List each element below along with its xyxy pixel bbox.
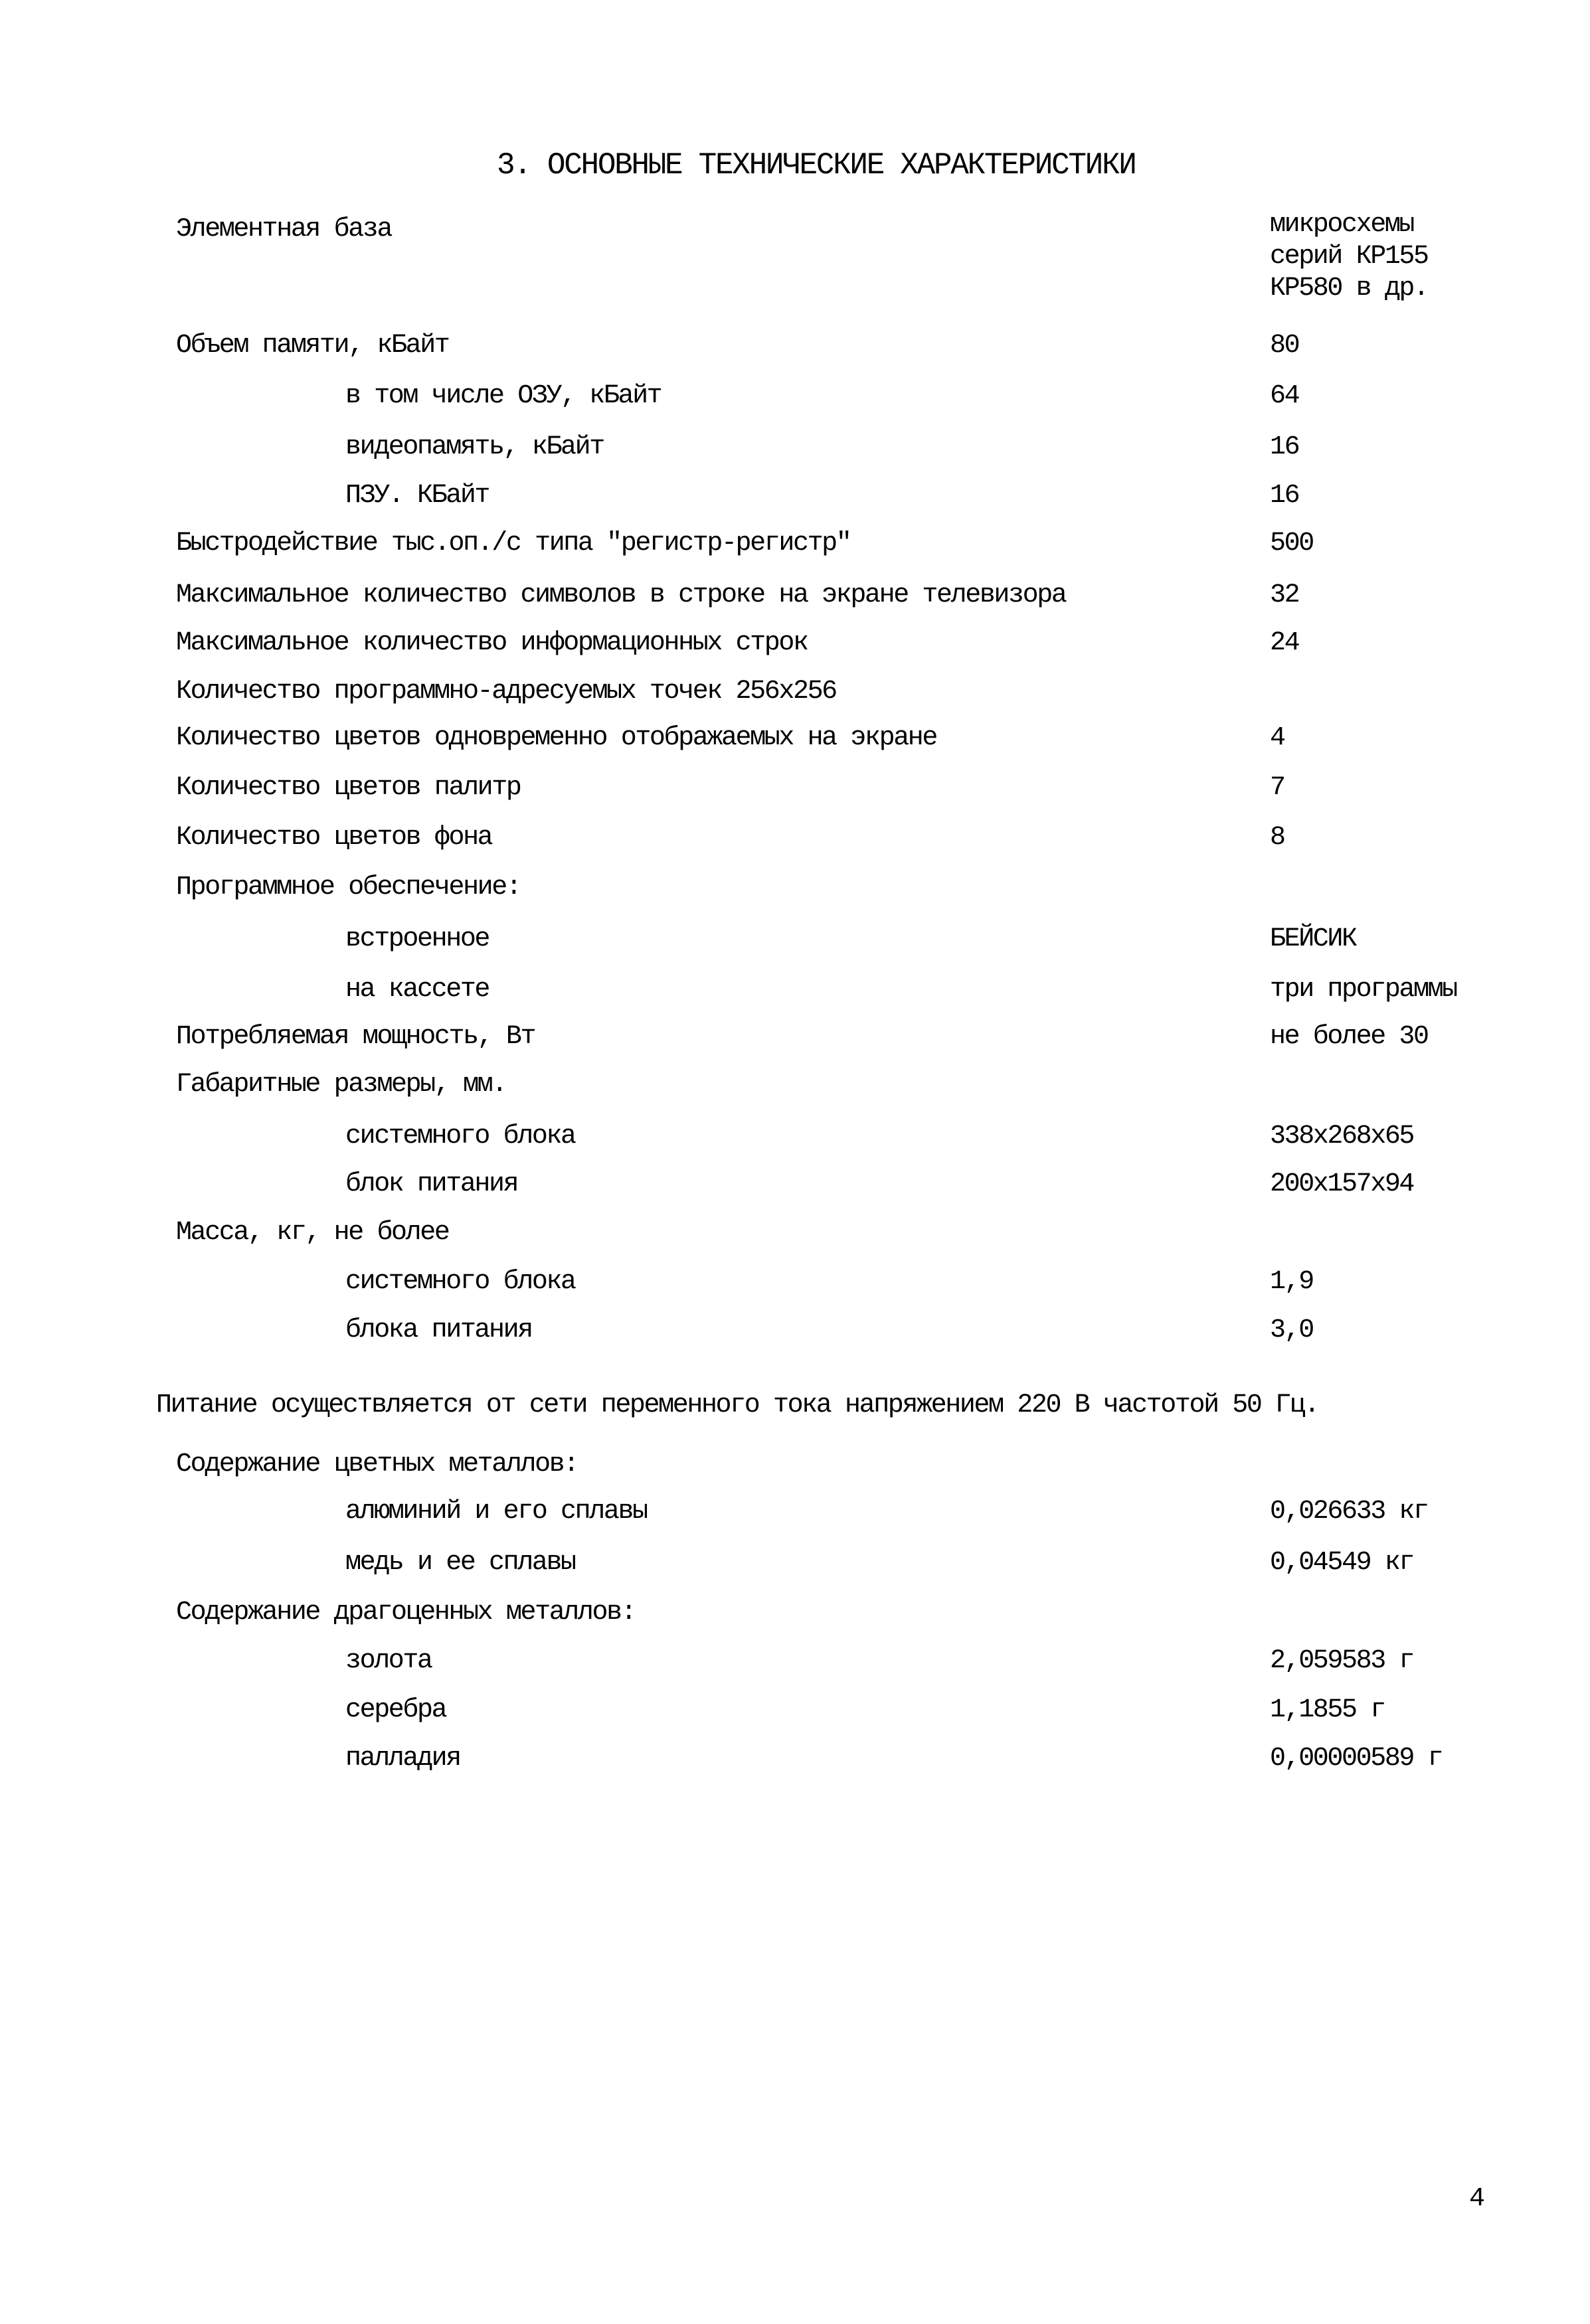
spec-label: в том числе ОЗУ, кБайт [345,381,662,411]
spec-value: 16 [1270,481,1299,511]
spec-row [0,1597,1590,1629]
spec-row [0,1645,1590,1677]
spec-row [0,480,1590,512]
spec-value: 8 [1270,823,1284,853]
spec-row [0,1266,1590,1298]
spec-row [0,330,1590,362]
spec-row [0,380,1590,412]
spec-row [0,1496,1590,1528]
spec-value: 338x268x65 [1270,1121,1414,1151]
spec-row [0,1547,1590,1579]
spec-row [0,974,1590,1006]
spec-row [0,528,1590,560]
spec-label: Объем памяти, кБайт [176,331,449,361]
spec-row [0,772,1590,804]
spec-value-line: КР580 в др. [1270,274,1428,303]
spec-value-line: микросхемы [1270,210,1414,240]
spec-row [0,1695,1590,1726]
spec-label: Потребляемая мощность, Вт [176,1022,535,1052]
power-note: Питание осуществляется от сети переменного тока напряжением 220 В частотой 50 Гц. [156,1390,1318,1420]
spec-label: Количество цветов палитр [176,773,521,803]
spec-value: 1,1855 г [1270,1695,1385,1725]
spec-label: серебра [345,1695,446,1725]
spec-label: ПЗУ. КБайт [345,481,489,511]
spec-label: Количество цветов фона [176,823,492,853]
spec-row [0,1121,1590,1153]
spec-value: 1,9 [1270,1267,1313,1297]
spec-label: системного блока [345,1121,575,1151]
spec-row [0,1743,1590,1775]
spec-label: Количество цветов одновременно отображаемых на экране [176,723,937,753]
spec-row [0,1021,1590,1053]
spec-label: Максимальное количество информационных строк [176,628,808,658]
spec-value-multiline [1270,209,1428,305]
spec-row [0,432,1590,463]
spec-value: 2,059583 г [1270,1646,1414,1676]
spec-value: 16 [1270,432,1299,462]
spec-label: на кассете [345,975,489,1005]
spec-value: не более 30 [1270,1022,1428,1052]
page-title: 3. ОСНОВНЫЕ ТЕХНИЧЕСКИЕ ХАРАКТЕРИСТИКИ [497,148,1136,183]
spec-value: 3,0 [1270,1315,1313,1345]
spec-value: 500 [1270,529,1313,558]
spec-value: 32 [1270,580,1299,610]
spec-label: блок питания [345,1169,518,1199]
spec-row [0,676,1590,708]
spec-label: Масса, кг, не более [176,1218,449,1248]
spec-row [0,1069,1590,1101]
spec-label: палладия [345,1744,460,1774]
spec-row [0,872,1590,904]
spec-row [0,580,1590,612]
spec-label: алюминий и его сплавы [345,1497,647,1527]
spec-value: БЕЙСИК [1270,924,1356,954]
spec-value: 0,026633 кг [1270,1497,1428,1527]
spec-label: блока питания [345,1315,532,1345]
spec-value: 0,04549 кг [1270,1548,1414,1578]
spec-label: видеопамять, кБайт [345,432,604,462]
spec-value: 0,00000589 г [1270,1744,1443,1774]
spec-value: 4 [1270,723,1284,753]
spec-value: три программы [1270,975,1457,1005]
spec-label: Габаритные размеры, мм. [176,1070,506,1100]
spec-label: Быстродействие тыс.оп./с типа "регистр-регистр" [176,529,851,558]
spec-row [0,722,1590,754]
spec-label: системного блока [345,1267,575,1297]
spec-label: золота [345,1646,432,1676]
spec-value-line: серий КР155 [1270,242,1428,272]
spec-value: 200x157x94 [1270,1169,1414,1199]
spec-row [0,627,1590,659]
spec-label: встроенное [345,924,489,954]
spec-row [0,822,1590,854]
spec-label: Элементная база [176,214,392,244]
spec-label: Содержание драгоценных металлов: [176,1598,636,1627]
spec-row [0,1169,1590,1201]
spec-value: 7 [1270,773,1284,803]
page-number: 4 [1469,2184,1484,2214]
spec-row [0,1449,1590,1481]
spec-row [0,1315,1590,1347]
spec-value: 24 [1270,628,1299,658]
spec-row [0,1217,1590,1249]
spec-label: Содержание цветных металлов: [176,1450,578,1479]
spec-value: 64 [1270,381,1299,411]
spec-row [0,924,1590,955]
spec-label: Программное обеспечение: [176,872,521,902]
spec-label: Количество программно-адресуемых точек 256x256 [176,677,836,706]
spec-label: медь и ее сплавы [345,1548,575,1578]
spec-label: Максимальное количество символов в строке на экране телевизора [176,580,1066,610]
spec-value: 80 [1270,331,1299,361]
